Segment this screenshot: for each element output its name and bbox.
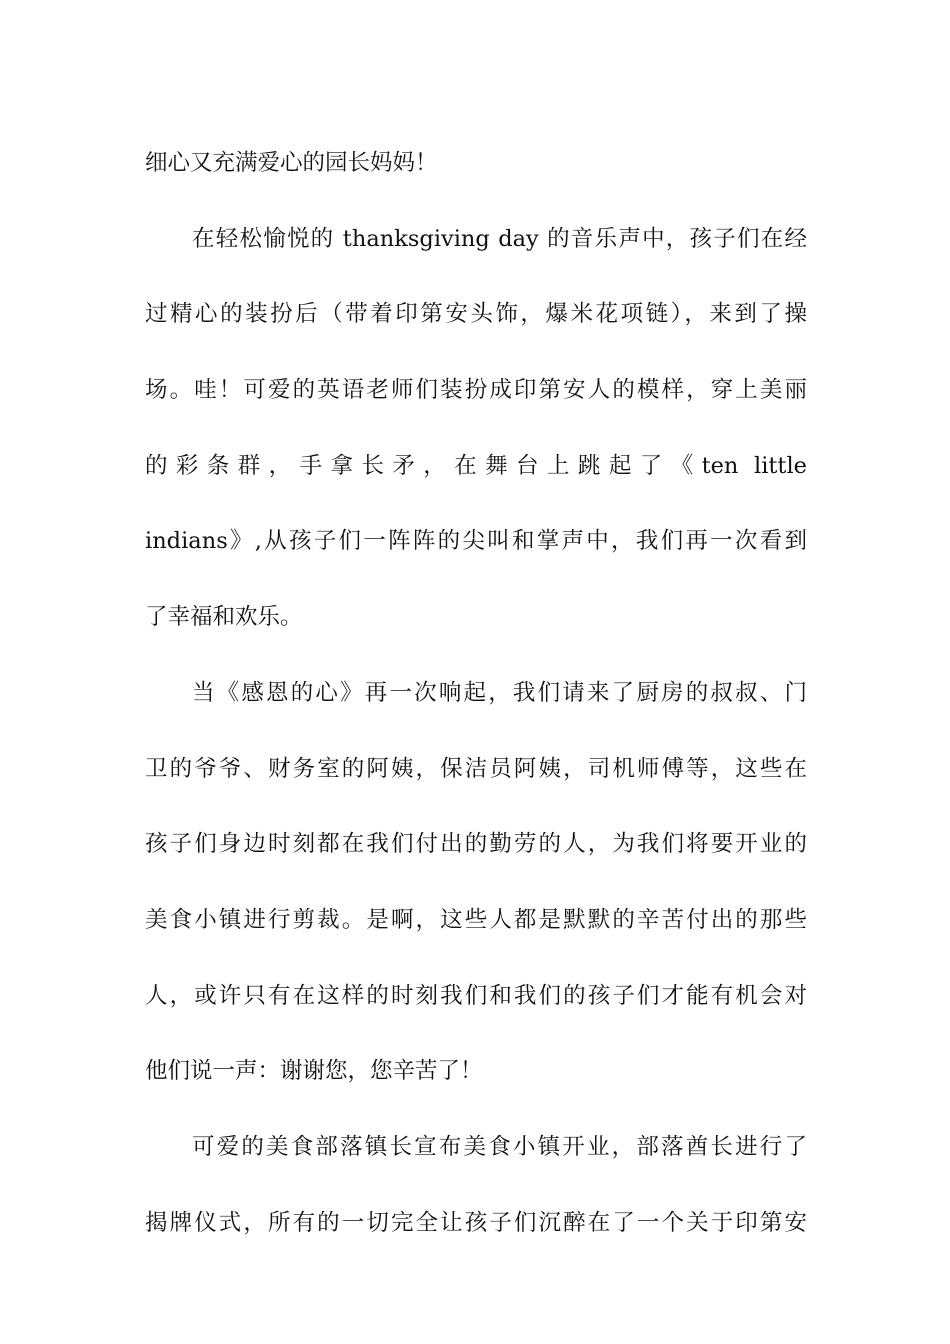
paragraph-4 bbox=[145, 1110, 807, 1261]
text-line: 细心又充满爱心的园长妈妈！ bbox=[145, 150, 438, 176]
document-body bbox=[145, 126, 807, 1261]
text-line: 的彩条群，手拿长矛，在舞台上跳起了《ten little bbox=[145, 452, 807, 479]
text-line: 可爱的美食部落镇长宣布美食小镇开业，部落酋长进行了 bbox=[192, 1133, 807, 1160]
text-line: 美食小镇进行剪裁。是啊，这些人都是默默的辛苦付出的那些 bbox=[145, 906, 807, 933]
paragraph-1-continued bbox=[145, 126, 807, 202]
paragraph-3 bbox=[145, 656, 807, 1110]
text-line: 揭牌仪式，所有的一切完全让孩子们沉醉在了一个关于印第安 bbox=[145, 1209, 807, 1236]
text-line: 在轻松愉悦的 thanksgiving day 的音乐声中，孩子们在经 bbox=[192, 225, 807, 252]
text-line: 人，或许只有在这样的时刻我们和我们的孩子们才能有机会对 bbox=[145, 982, 807, 1009]
text-line: 卫的爷爷、财务室的阿姨，保洁员阿姨，司机师傅等，这些在 bbox=[145, 755, 807, 782]
text-line: 过精心的装扮后（带着印第安头饰，爆米花项链），来到了操 bbox=[145, 301, 807, 328]
text-line: 孩子们身边时刻都在我们付出的勤劳的人，为我们将要开业的 bbox=[145, 831, 807, 858]
text-line: 他们说一声：谢谢您，您辛苦了！ bbox=[145, 1058, 483, 1085]
paragraph-2 bbox=[145, 202, 807, 656]
text-line: indians》,从孩子们一阵阵的尖叫和掌声中，我们再一次看到 bbox=[145, 528, 807, 555]
text-line: 了幸福和欢乐。 bbox=[145, 604, 303, 631]
text-line: 场。哇！可爱的英语老师们装扮成印第安人的模样，穿上美丽 bbox=[145, 377, 807, 404]
text-line: 当《感恩的心》再一次响起，我们请来了厨房的叔叔、门 bbox=[192, 679, 807, 706]
